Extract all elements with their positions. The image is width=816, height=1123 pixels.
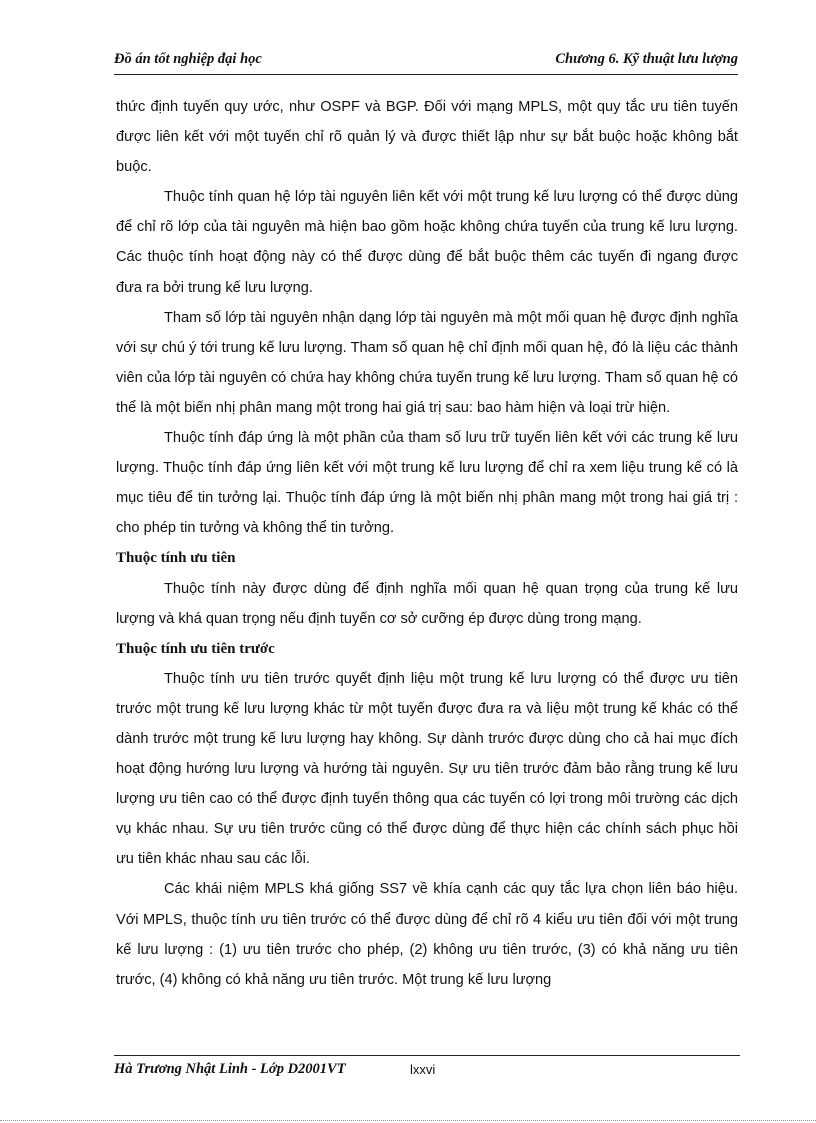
section-heading-preemption: Thuộc tính ưu tiên trước — [116, 640, 275, 657]
header-document-title: Đồ án tốt nghiệp đại học — [114, 51, 262, 67]
paragraph-response-attribute: Thuộc tính đáp ứng là một phần của tham số lưu trữ tuyến liên kết với các trung kế lưu lượng. Thuộc tính đáp ứng liên kết với một trung kế lưu lượng để chỉ ra xem liệu trung kế có là mục tiêu để tin tưởng lại. Thuộc tính đáp ứng là một biến nhị phân mang một trong hai giá trị : cho phép tin tưởng và không thể tin tưởng. — [116, 430, 738, 537]
page-footer — [114, 1055, 740, 1086]
footer-page-number: lxxvi — [410, 1062, 436, 1077]
paragraph-continuation: thức định tuyến quy ước, như OSPF và BGP. Đối với mạng MPLS, một quy tắc ưu tiên tuyến được liên kết với một tuyến chỉ rõ quản lý và được thiết lập như sự bắt buộc hoặc không bắt buộc. — [116, 99, 738, 176]
footer-author: Hà Trương Nhật Linh - Lớp D2001VT — [114, 1061, 346, 1077]
page-header — [114, 50, 738, 75]
page-bottom-edge — [0, 1120, 816, 1121]
paragraph-preemption: Thuộc tính ưu tiên trước quyết định liệu một trung kế lưu lượng có thể được ưu tiên trước một trung kế lưu lượng khác từ một tuyến được đưa ra và liệu một trung kế khác có thể dành trước một trung kế lưu lượng hay không. Sự dành trước được dùng cho cả hai mục đích hoạt động hướng lưu lượng và hướng tài nguyên. Sự ưu tiên trước đảm bảo rằng trung kế lưu lượng ưu tiên cao có thể được định tuyến thông qua các tuyến có lợi trong môi trường các dịch vụ khác nhau. Sự ưu tiên trước cũng có thể được dùng để thực hiện các chính sách phục hồi ưu tiên khác nhau sau các lỗi. — [116, 670, 738, 868]
paragraph-priority: Thuộc tính này được dùng để định nghĩa mối quan hệ quan trọng của trung kế lưu lượng và khá quan trọng nếu định tuyến cơ sở cưỡng ép được dùng trong mạng. — [116, 580, 738, 627]
section-heading-priority: Thuộc tính ưu tiên — [116, 550, 236, 567]
paragraph-resource-class-relation: Thuộc tính quan hệ lớp tài nguyên liên kết với một trung kế lưu lượng có thể được dùng để chỉ rõ lớp của tài nguyên mà hiện bao gồm hoặc không chứa tuyến của trung kế lưu lượng. Các thuộc tính hoạt động này có thể được dùng để bắt buộc thêm các tuyến đi ngang được đưa ra bởi trung kế lưu lượng. — [116, 189, 738, 296]
paragraph-mpls-ss7: Các khái niệm MPLS khá giống SS7 về khía cạnh các quy tắc lựa chọn liên báo hiệu. Với MPLS, thuộc tính ưu tiên trước có thể được dùng để chỉ rõ 4 kiểu ưu tiên đối với một trung kế lưu lượng : (1) ưu tiên trước cho phép, (2) không ưu tiên trước, (3) có khả năng ưu tiên trước, (4) không có khả năng ưu tiên trước. Một trung kế lưu lượng — [116, 881, 738, 988]
header-chapter-title: Chương 6. Kỹ thuật lưu lượng — [555, 51, 738, 67]
paragraph-resource-class-parameter: Tham số lớp tài nguyên nhận dạng lớp tài nguyên mà một mối quan hệ được định nghĩa với sự chú ý tới trung kế lưu lượng. Tham số quan hệ chỉ định mối quan hệ, đó là liệu các thành viên của lớp tài nguyên có chứa hay không chứa tuyến trung kế lưu lượng. Tham số quan hệ có thể là một biến nhị phân mang một trong hai giá trị sau: bao hàm hiện và loại trừ hiện. — [116, 309, 738, 416]
page-body — [116, 92, 738, 995]
